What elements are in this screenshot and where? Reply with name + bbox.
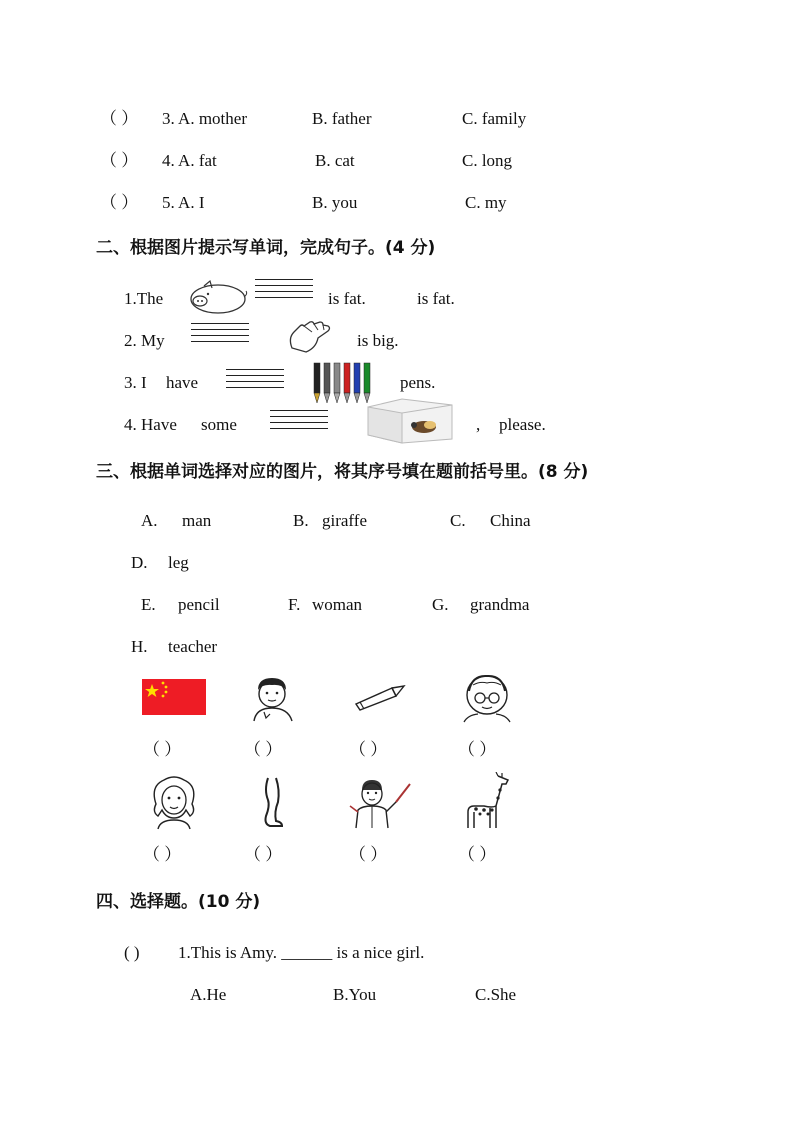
grandma-icon: [458, 673, 516, 723]
q3-write-lines[interactable]: [226, 369, 284, 393]
section2-heading: 二、根据图片提示写单词，完成句子。(4 分): [96, 238, 436, 258]
pig-icon: [184, 277, 248, 317]
pic-answer-4[interactable]: （ ）: [458, 740, 497, 759]
leg-icon: [258, 776, 286, 830]
pic-answer-1[interactable]: （ ）: [143, 740, 182, 759]
option-word-china: China: [490, 511, 531, 530]
q1-text-c: is fat.: [417, 289, 455, 308]
option-word-pencil: pencil: [178, 595, 220, 614]
option-letter-c: C.: [450, 511, 466, 530]
option-word-man: man: [182, 511, 212, 530]
option-letter-f: F.: [288, 595, 301, 614]
option-letter-d: D.: [131, 553, 148, 572]
option-3c: C. family: [462, 109, 527, 128]
option-letter-g: G.: [432, 595, 449, 614]
q3-text-c: pens.: [400, 373, 436, 392]
option-word-giraffe: giraffe: [322, 511, 367, 530]
section4-q1-option-a: A.He: [190, 985, 227, 1004]
section4-q1-text: 1.This is Amy. ______ is a nice girl.: [178, 943, 425, 962]
q4-comma: ,: [476, 415, 481, 434]
option-letter-b: B.: [293, 511, 309, 530]
hand-icon: [286, 318, 332, 356]
pic-answer-8[interactable]: （ ）: [458, 845, 497, 864]
section4-heading: 四、选择题。(10 分): [96, 892, 261, 912]
q3-text-b: have: [166, 373, 199, 392]
option-letter-h: H.: [131, 637, 148, 656]
china-flag-icon: [142, 679, 206, 715]
option-5b: B. you: [312, 193, 358, 212]
q4-text-b: some: [201, 415, 237, 434]
option-word-woman: woman: [312, 595, 363, 614]
option-word-grandma: grandma: [470, 595, 530, 614]
option-4c: C. long: [462, 151, 513, 170]
teacher-icon: [346, 776, 412, 830]
option-letter-e: E.: [141, 595, 156, 614]
man-icon: [246, 674, 298, 722]
option-4b: B. cat: [315, 151, 355, 170]
option-5c: C. my: [465, 193, 507, 212]
answer-paren-5[interactable]: （ ）: [100, 193, 139, 212]
section4-q1-option-c: C.She: [475, 985, 517, 1004]
pic-answer-7[interactable]: （ ）: [349, 845, 388, 864]
pencil-icon: [352, 682, 406, 712]
giraffe-icon: [462, 772, 516, 832]
q4-write-lines[interactable]: [270, 410, 328, 434]
q2-text-b: is big.: [357, 331, 399, 350]
q2-text-a: 2. My: [124, 331, 165, 350]
q1-text-a: 1.The: [124, 289, 164, 308]
answer-paren-3[interactable]: （ ）: [100, 109, 139, 128]
q2-write-lines[interactable]: [191, 323, 249, 347]
q1-write-lines[interactable]: [255, 279, 313, 303]
option-3b: B. father: [312, 109, 372, 128]
pic-answer-5[interactable]: （ ）: [143, 845, 182, 864]
pic-answer-3[interactable]: （ ）: [349, 740, 388, 759]
q4-text-a: 4. Have: [124, 415, 177, 434]
q1-text-b: is fat.: [328, 289, 366, 308]
q4-text-c: please.: [499, 415, 546, 434]
pic-answer-2[interactable]: （ ）: [244, 740, 283, 759]
option-4a: 4. A. fat: [162, 151, 217, 170]
option-word-teacher: teacher: [168, 637, 218, 656]
option-letter-a: A.: [141, 511, 158, 530]
pic-answer-6[interactable]: （ ）: [244, 845, 283, 864]
section4-q1-paren[interactable]: ( ): [124, 943, 140, 962]
option-3a: 3. A. mother: [162, 109, 247, 128]
section4-q1-option-b: B.You: [333, 985, 377, 1004]
option-word-leg: leg: [168, 553, 189, 572]
section3-heading: 三、根据单词选择对应的图片，将其序号填在题前括号里。(8 分): [96, 462, 589, 482]
answer-paren-4[interactable]: （ ）: [100, 151, 139, 170]
milk-carton-icon: [362, 395, 458, 445]
option-5a: 5. A. I: [162, 193, 205, 212]
q3-text-a: 3. I: [124, 373, 147, 392]
woman-icon: [146, 774, 202, 830]
